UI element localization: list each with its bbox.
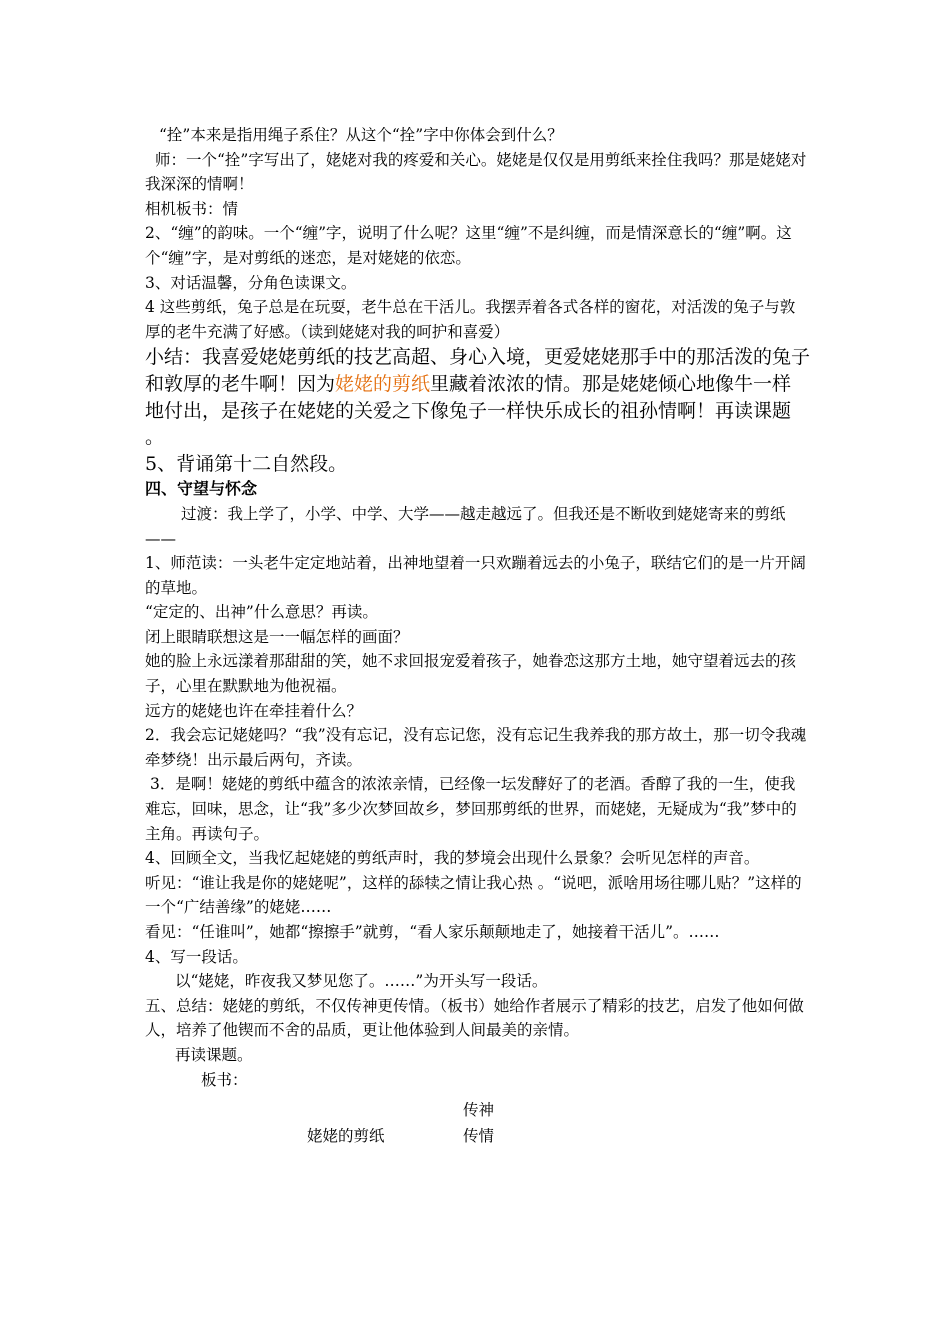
- paragraph-imagine: 闭上眼睛联想这是一一幅怎样的画面？: [145, 627, 409, 646]
- board-bottom-right: 传情: [463, 1127, 495, 1146]
- board-label: 板书：: [201, 1070, 248, 1089]
- paragraph-chan: 2、“缠”的韵味。一个“缠”字，说明了什么呢？这里“缠”不是纠缠，而是情深意长的“缠”啊。这个“缠”字，是对剪纸的迷恋，是对姥姥的依恋。: [145, 224, 792, 267]
- paragraph-transition: 过渡：我上学了，小学、中学、大学——越走越远了。但我还是不断收到姥姥寄来的剪纸——: [145, 504, 786, 548]
- paragraph-seen: 看见：“任谁叫”，她都“擦擦手”就剪，“看人家乐颠颠地走了，她接着干活儿”。……: [145, 923, 720, 941]
- summary-highlight: 姥姥的剪纸: [335, 372, 431, 395]
- board-top-right: 传神: [463, 1101, 495, 1120]
- paragraph-missing: 远方的姥姥也许在牵挂着什么？: [145, 701, 363, 720]
- paragraph-dialogue: 3、对话温馨，分角色读课文。: [145, 273, 357, 292]
- board-left: 姥姥的剪纸: [307, 1127, 385, 1146]
- paragraph-grandma-smile: 她的脸上永远漾着那甜甜的笑，她不求回报宠爱着孩子，她眷恋这那方土地，她守望着远去的孩子，心里在默默地为他祝福。: [145, 652, 797, 696]
- paragraph-review: 4、回顾全文，当我忆起姥姥的剪纸声时，我的梦境会出现什么景象？会听见怎样的声音。: [145, 849, 760, 868]
- paragraph-write: 4、写一段话。: [145, 947, 248, 966]
- blackboard-diagram: [145, 1098, 810, 1158]
- paragraph-recite: 5、背诵第十二自然段。: [145, 452, 348, 475]
- section-heading-4: 四、守望与怀念: [145, 479, 258, 499]
- paragraph-shuan-question: “拴”本来是指用绳子系住？从这个“拴”字中你体会到什么？: [159, 126, 563, 144]
- summary-text-a: 小结：我喜爱姥姥剪纸的技艺高超、身心入境，更爱姥姥那手中的那活泼的兔子和敦厚的老牛啊！因为: [145, 346, 811, 395]
- paragraph-meaning-question: “定定的、出神”什么意思？再读。: [145, 603, 378, 622]
- paragraph-teacher-shuan: 师：一个“拴”字写出了，姥姥对我的疼爱和关心。姥姥是仅仅是用剪纸来拴住我吗？那是姥姥对我深深的情啊！: [145, 150, 807, 194]
- summary-text-b: 里藏着浓浓的情。那是姥姥倾心地像牛一样地付出，是孩子在姥姥的关爱之下像兔子一样快乐成长的祖孙情啊！再读课题 。: [145, 372, 792, 449]
- paragraph-board-note: 相机板书：情: [145, 199, 239, 218]
- paragraph-conclusion: 五、总结：姥姥的剪纸，不仅传神更传情。（板书）她给作者展示了精彩的技艺，启发了他如何做人，培养了他锲而不舍的品质，更让他体验到人间最美的亲情。: [145, 996, 804, 1040]
- paragraph-wine: 3．是啊！姥姥的剪纸中蕴含的浓浓亲情，已经像一坛发酵好了的老酒。香醇了我的一生，使我难忘，回味，思念，让“我”多少次梦回故乡，梦回那剪纸的世界，而姥姥，无疑成为“我”梦中的主角。再读句子。: [145, 775, 797, 843]
- paragraph-heard: 听见：“谁让我是你的姥姥呢”，这样的舔犊之情让我心热 。“说吧，派啥用场往哪儿贴？”这样的一个“广结善缘”的姥姥……: [145, 873, 802, 917]
- paragraph-reread: 再读课题。: [175, 1045, 253, 1064]
- paragraph-write-prompt: 以“姥姥，昨夜我又梦见您了。……”为开头写一段话。: [175, 972, 548, 991]
- paragraph-model-reading: 1、师范读：一头老牛定定地站着，出神地望着一只欢蹦着远去的小兔子，联结它们的是一片开阔的草地。: [145, 554, 806, 597]
- paragraph-forget: 2．我会忘记姥姥吗？“我”没有忘记，没有忘记您，没有忘记生我养我的那方故土，那一切令我魂牵梦绕！出示最后两句，齐读。: [145, 726, 807, 769]
- paragraph-paper-cuts: 4 这些剪纸，兔子总是在玩耍，老牛总在干活儿。我摆弄着各式各样的窗花，对活泼的兔子与敦厚的老牛充满了好感。（读到姥姥对我的呵护和喜爱）: [145, 298, 796, 341]
- paragraph-summary: [145, 344, 810, 450]
